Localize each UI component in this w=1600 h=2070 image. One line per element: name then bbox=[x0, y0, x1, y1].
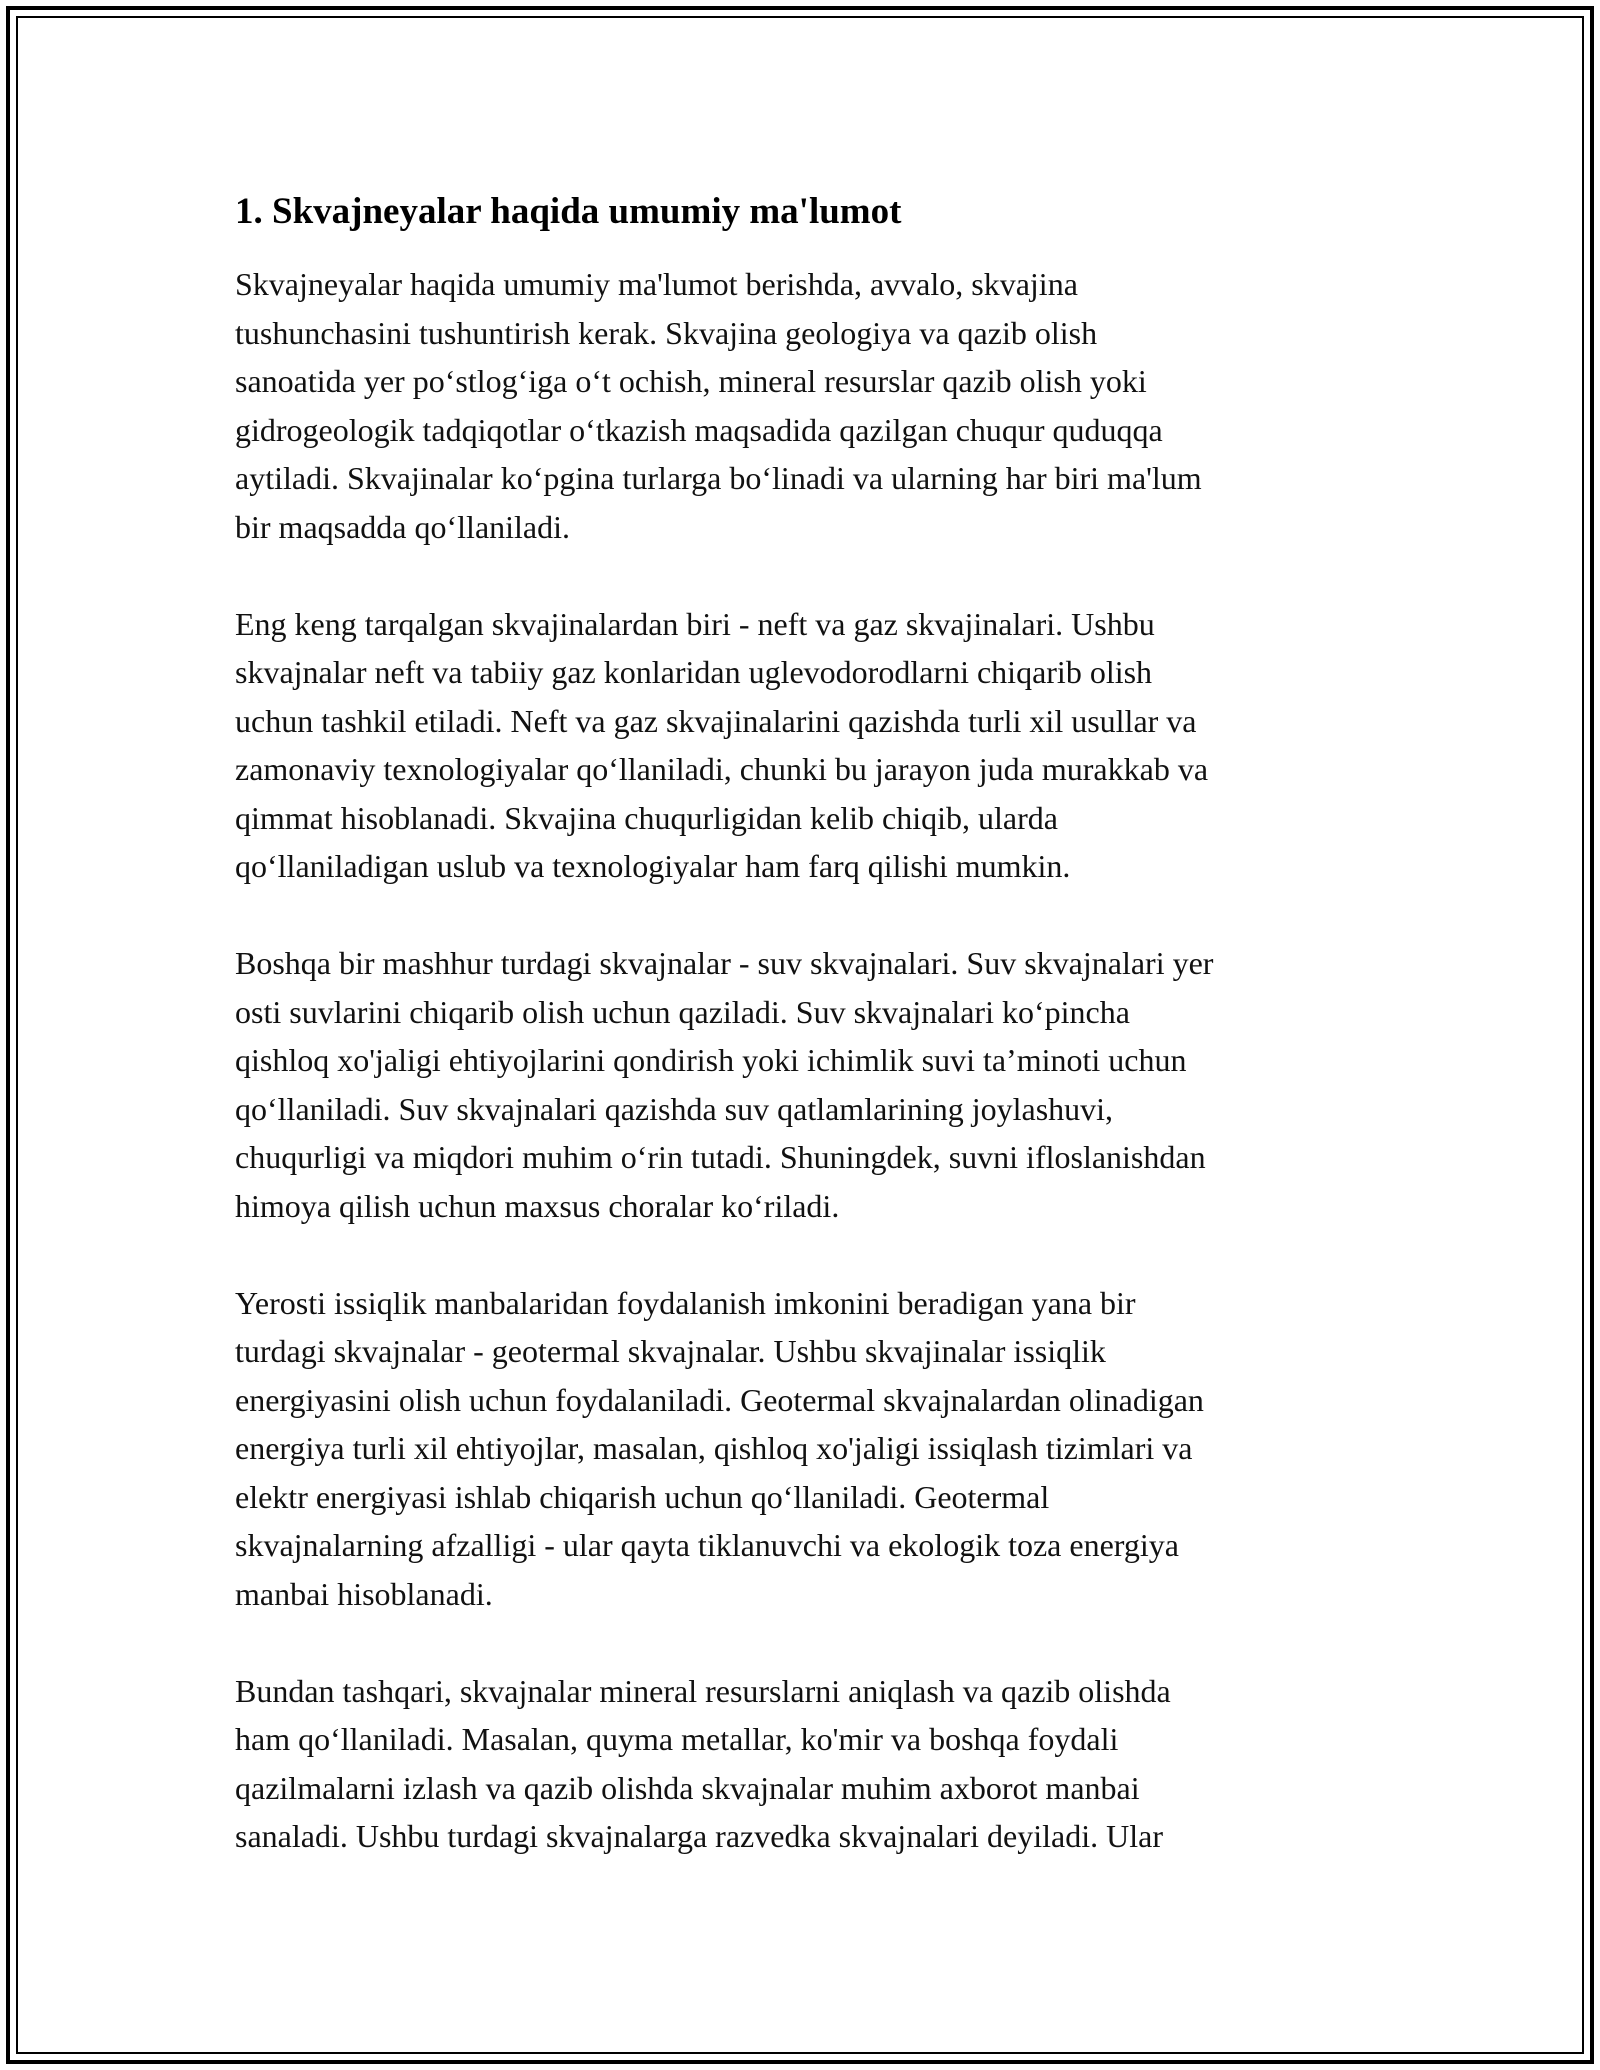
text-line: qo‘llaniladi. Suv skvajnalari qazishda suv qatlamlarining joylashuvi, bbox=[235, 1090, 1114, 1127]
text-line: osti suvlarini chiqarib olish uchun qaziladi. Suv skvajnalari ko‘pincha bbox=[235, 993, 1130, 1030]
text-line: aytiladi. Skvajinalar ko‘pgina turlarga bo‘linadi va ularning har biri ma'lum bbox=[235, 460, 1202, 496]
text-line: qishloq xo'jaligi ehtiyojlarini qondirish yoki ichimlik suvi ta’minoti uchun bbox=[235, 1042, 1187, 1078]
text-line: qo‘llaniladigan uslub va texnologiyalar ham farq qilishi mumkin. bbox=[235, 848, 1071, 884]
text-line: Eng keng tarqalgan skvajinalardan biri - neft va gaz skvajinalari. Ushbu bbox=[235, 605, 1155, 642]
paragraph bbox=[235, 600, 1360, 891]
text-line: manbai hisoblanadi. bbox=[235, 1575, 493, 1612]
text-line: Yerosti issiqlik manbalaridan foydalanish imkonini beradigan yana bir bbox=[235, 1284, 1136, 1321]
text-line: energiya turli xil ehtiyojlar, masalan, qishloq xo'jaligi issiqlash tizimlari va bbox=[235, 1430, 1193, 1466]
text-line: Skvajneyalar haqida umumiy ma'lumot berishda, avvalo, skvajina bbox=[235, 266, 1078, 302]
paragraph bbox=[235, 260, 1360, 551]
section-heading: 1. Skvajneyalar haqida umumiy ma'lumot bbox=[235, 191, 902, 232]
document-body bbox=[235, 188, 1360, 1909]
text-line: gidrogeologik tadqiqotlar o‘tkazish maqsadida qazilgan chuqur quduqqa bbox=[235, 411, 1163, 448]
text-line: chuqurligi va miqdori muhim o‘rin tutadi. Shuningdek, suvni ifloslanishdan bbox=[235, 1139, 1206, 1175]
text-line: qimmat hisoblanadi. Skvajina chuqurligidan kelib chiqib, ularda bbox=[235, 799, 1058, 836]
text-line: uchun tashkil etiladi. Neft va gaz skvajinalarini qazishda turli xil usullar va bbox=[235, 702, 1197, 739]
text-line: skvajnalarning afzalligi - ular qayta tiklanuvchi va ekologik toza energiya bbox=[235, 1527, 1179, 1563]
text-line: Boshqa bir mashhur turdagi skvajnalar - suv skvajnalari. Suv skvajnalari yer bbox=[235, 945, 1214, 981]
paragraph bbox=[235, 1667, 1360, 1861]
text-line: ham qo‘llaniladi. Masalan, quyma metallar, ko'mir va boshqa foydali bbox=[235, 1721, 1119, 1757]
text-line: elektr energiyasi ishlab chiqarish uchun qo‘llaniladi. Geotermal bbox=[235, 1478, 1050, 1515]
text-line: bir maqsadda qo‘llaniladi. bbox=[235, 508, 571, 545]
text-line: skvajnalar neft va tabiiy gaz konlaridan uglevodorodlarni chiqarib olish bbox=[235, 654, 1153, 690]
text-line: Bundan tashqari, skvajnalar mineral resurslarni aniqlash va qazib olishda bbox=[235, 1672, 1171, 1709]
text-line: himoya qilish uchun maxsus choralar ko‘riladi. bbox=[235, 1187, 840, 1224]
text-line: sanaladi. Ushbu turdagi skvajnalarga razvedka skvajnalari deyiladi. Ular bbox=[235, 1818, 1163, 1854]
text-line: sanoatida yer po‘stlog‘iga o‘t ochish, mineral resurslar qazib olish yoki bbox=[235, 363, 1147, 399]
text-line: qazilmalarni izlash va qazib olishda skvajnalar muhim axborot manbai bbox=[235, 1769, 1140, 1806]
text-line: zamonaviy texnologiyalar qo‘llaniladi, chunki bu jarayon juda murakkab va bbox=[235, 751, 1209, 787]
text-line: turdagi skvajnalar - geotermal skvajnalar. Ushbu skvajinalar issiqlik bbox=[235, 1333, 1106, 1369]
paragraph bbox=[235, 1279, 1360, 1619]
text-line: energiyasini olish uchun foydalaniladi. Geotermal skvajnalardan olinadigan bbox=[235, 1381, 1204, 1418]
paragraph bbox=[235, 939, 1360, 1230]
text-line: tushunchasini tushuntirish kerak. Skvajina geologiya va qazib olish bbox=[235, 314, 1098, 351]
